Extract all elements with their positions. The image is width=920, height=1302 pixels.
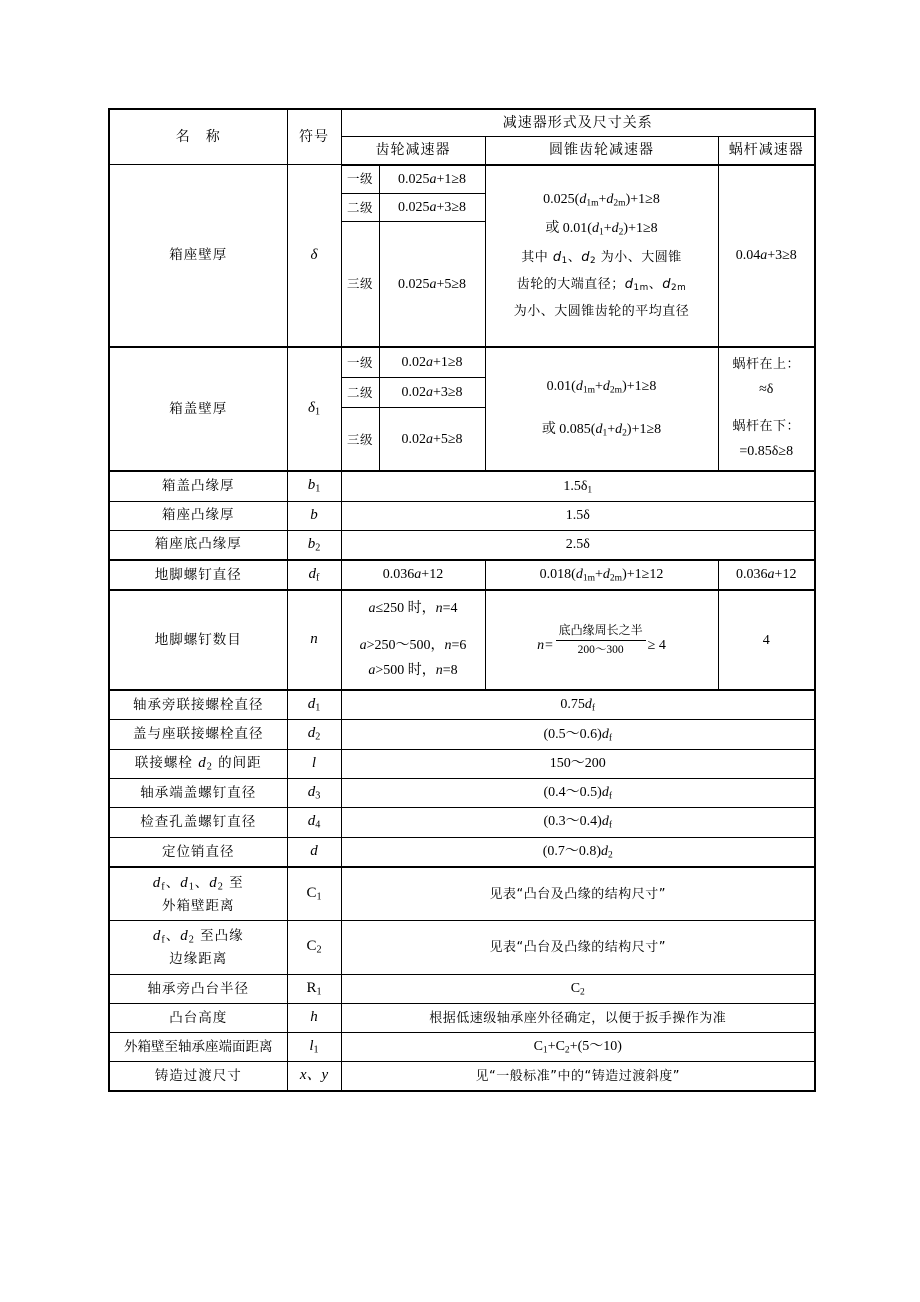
table-row (109, 1004, 815, 1033)
row-symbol: h (287, 1004, 341, 1033)
row-name: 铸造过渡尺寸 (109, 1062, 287, 1091)
row-name: 定位销直径 (109, 837, 287, 867)
table-row (109, 749, 815, 778)
header-symbol: 符号 (287, 109, 341, 165)
table-row (109, 867, 815, 921)
row-symbol: $b_2$ (287, 530, 341, 560)
row-symbol: x、y (287, 1062, 341, 1091)
table-row (109, 165, 815, 194)
header-group: 减速器形式及尺寸关系 (341, 109, 815, 137)
row-name: $d_f$、$d_1$、$d_2$ 至 外箱壁距离 (109, 867, 287, 921)
row-value: 1.5δ (341, 501, 815, 530)
row-symbol: b (287, 501, 341, 530)
table-row (109, 347, 815, 378)
table-row (109, 501, 815, 530)
header-name: 名 称 (109, 109, 287, 165)
row-name: 凸台高度 (109, 1004, 287, 1033)
row-symbol: $d_f$ (287, 560, 341, 590)
row-symbol: $d_1$ (287, 690, 341, 720)
row-name: 轴承旁联接螺栓直径 (109, 690, 287, 720)
reducer-dimension-table (108, 108, 816, 1092)
row-value: 2.5δ (341, 530, 815, 560)
table-row (109, 921, 815, 974)
row-value: $0.75d_f$ (341, 690, 815, 720)
table-row (109, 808, 815, 837)
row-symbol: $C_1$ (287, 867, 341, 921)
gear-value: 0.02a+1≥8 (379, 347, 485, 378)
row-symbol: $R_1$ (287, 974, 341, 1003)
row-value: $C_2$ (341, 974, 815, 1003)
header-col-worm: 蜗杆减速器 (718, 137, 815, 165)
table-row (109, 837, 815, 867)
table-row (109, 779, 815, 808)
table-row (109, 560, 815, 590)
fraction-formula: n= $\frac{\text{底凸缘周长之半}}{200\sim 300}$ ≥ 4 (537, 622, 666, 656)
worm-value: 0.036a+12 (718, 560, 815, 590)
row-symbol: l (287, 749, 341, 778)
gear-value: 0.02a+5≥8 (379, 408, 485, 472)
document-page (108, 108, 814, 1092)
row-symbol: $d_4$ (287, 808, 341, 837)
row-name: 外箱壁至轴承座端面距离 (109, 1032, 287, 1061)
gear-value: a≤250 时，n=4 a>250～500，n=6 a>500 时，n=8 (341, 590, 485, 690)
worm-value: 4 (718, 590, 815, 690)
row-name: 轴承旁凸台半径 (109, 974, 287, 1003)
table-header-row-1 (109, 109, 815, 137)
header-col-bevel: 圆锥齿轮减速器 (485, 137, 718, 165)
bevel-value: $0.025(d_{1m}+d_{2m})+1\ge 8$ 或 $0.01(d_1+d_2)+1\ge 8$ 其中 $d_1$、$d_2$ 为小、大圆锥 齿轮的大端直径；$d_{1m}$、$d_{2m}$ 为小、大圆锥齿轮的平均直径 (485, 165, 718, 348)
row-name: $d_f$、$d_2$ 至凸缘 边缘距离 (109, 921, 287, 974)
row-value: 见“一般标准”中的“铸造过渡斜度” (341, 1062, 815, 1091)
row-symbol: $C_2$ (287, 921, 341, 974)
row-symbol: $d_2$ (287, 720, 341, 749)
table-row (109, 530, 815, 560)
grade-cell: 二级 (341, 193, 379, 221)
row-name: 联接螺栓 $d_2$ 的间距 (109, 749, 287, 778)
row-name: 箱座壁厚 (109, 165, 287, 348)
row-symbol: $\delta_1$ (287, 347, 341, 471)
row-symbol: $l_1$ (287, 1032, 341, 1061)
table-row (109, 1062, 815, 1091)
table-row (109, 720, 815, 749)
row-symbol: $b_1$ (287, 471, 341, 501)
row-name: 箱盖凸缘厚 (109, 471, 287, 501)
bevel-value (485, 590, 718, 690)
row-name: 箱盖壁厚 (109, 347, 287, 471)
gear-value: 0.025a+1≥8 (379, 165, 485, 194)
bevel-value: $0.01(d_{1m}+d_{2m})+1\ge 8$ 或 $0.085(d_1+d_2)+1\ge 8$ (485, 347, 718, 471)
row-value: 见表“凸台及凸缘的结构尺寸” (341, 921, 815, 974)
gear-value: 0.025a+3≥8 (379, 193, 485, 221)
row-value: $C_1+C_2+(5\sim 10)$ (341, 1032, 815, 1061)
row-symbol: $d_3$ (287, 779, 341, 808)
worm-value: 蜗杆在上： ≈δ 蜗杆在下： =0.85δ≥8 (718, 347, 815, 471)
row-name: 地脚螺钉直径 (109, 560, 287, 590)
grade-cell: 三级 (341, 408, 379, 472)
header-col-gear: 齿轮减速器 (341, 137, 485, 165)
row-name: 检查孔盖螺钉直径 (109, 808, 287, 837)
grade-cell: 一级 (341, 165, 379, 194)
row-value: $1.5\delta_1$ (341, 471, 815, 501)
grade-cell: 二级 (341, 378, 379, 408)
row-name: 地脚螺钉数目 (109, 590, 287, 690)
row-symbol: δ (287, 165, 341, 348)
table-row (109, 974, 815, 1003)
grade-cell: 一级 (341, 347, 379, 378)
table-row (109, 471, 815, 501)
table-row (109, 590, 815, 690)
row-value: 150～200 (341, 749, 815, 778)
worm-value: 0.04a+3≥8 (718, 165, 815, 348)
row-symbol: d (287, 837, 341, 867)
row-name: 盖与座联接螺栓直径 (109, 720, 287, 749)
row-value: $(0.7\sim 0.8)d_2$ (341, 837, 815, 867)
row-name: 箱座凸缘厚 (109, 501, 287, 530)
row-value: 根据低速级轴承座外径确定，以便于扳手操作为准 (341, 1004, 815, 1033)
gear-value: 0.036a+12 (341, 560, 485, 590)
row-name: 轴承端盖螺钉直径 (109, 779, 287, 808)
row-value: 见表“凸台及凸缘的结构尺寸” (341, 867, 815, 921)
row-name: 箱座底凸缘厚 (109, 530, 287, 560)
row-value: $(0.5\sim 0.6)d_f$ (341, 720, 815, 749)
gear-value: 0.025a+5≥8 (379, 222, 485, 348)
bevel-value: $0.018(d_{1m}+d_{2m})+1\ge 12$ (485, 560, 718, 590)
grade-cell: 三级 (341, 222, 379, 348)
gear-value: 0.02a+3≥8 (379, 378, 485, 408)
row-symbol: n (287, 590, 341, 690)
table-row (109, 690, 815, 720)
table-row (109, 1032, 815, 1061)
row-value: $(0.3\sim 0.4)d_f$ (341, 808, 815, 837)
row-value: $(0.4\sim 0.5)d_f$ (341, 779, 815, 808)
